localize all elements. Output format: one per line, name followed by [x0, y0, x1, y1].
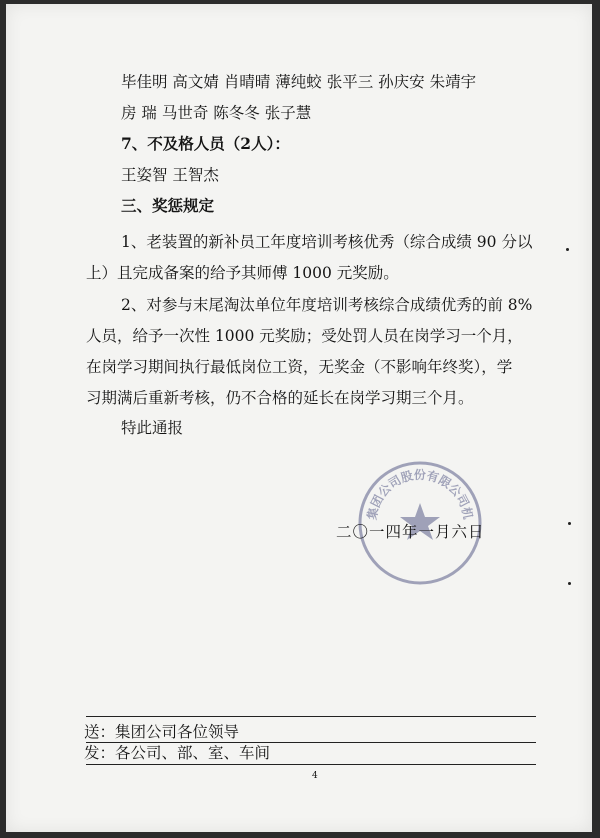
unqualified-heading: 7、不及格人员（2人）：: [121, 134, 290, 153]
footer-rule-top: [86, 716, 536, 717]
rule1-line1: 1、老装置的新补员工年度培训考核优秀（综合成绩 90 分以: [121, 233, 533, 251]
rule2-line3: 在岗学习期间执行最低岗位工资，无奖金（不影响年终奖），学: [86, 358, 513, 376]
scan-speck: [568, 582, 571, 585]
unqualified-names: 王姿智 王智杰: [121, 166, 219, 184]
section-heading: 三、奖惩规定: [121, 196, 215, 215]
rule2-line2: 人员，给予一次性 1000 元奖励；受处罚人员在岗学习一个月，: [86, 327, 523, 345]
footer-to-line: 送：集团公司各位领导: [84, 723, 240, 741]
names-line-1: 毕佳明 高文婧 肖晴晴 薄纯蛟 张平三 孙庆安 朱靖宇: [121, 73, 477, 91]
seal-text: 集团公司股份有限公司机: [364, 467, 476, 521]
names-line-2: 房 瑞 马世奇 陈冬冬 张子慧: [121, 104, 312, 122]
closing-text: 特此通报: [121, 419, 184, 437]
rule1-line2: 上）且完成备案的给予其师傅 1000 元奖励。: [86, 264, 399, 282]
svg-text:集团公司股份有限公司机关化工有限公司: [356, 459, 476, 521]
issue-date: 二〇一四年一月六日: [336, 523, 485, 541]
rule2-line4: 习期满后重新考核，仍不合格的延长在岗学习期三个月。: [86, 389, 474, 407]
footer-cc-line: 发：各公司、部、室、车间: [84, 744, 271, 762]
scan-speck: [568, 522, 571, 525]
scan-speck: [566, 248, 569, 251]
document-page: [6, 4, 592, 832]
rule2-line1: 2、对参与末尾淘汰单位年度培训考核综合成绩优秀的前 8%: [121, 296, 533, 314]
footer-rule-bottom: [86, 764, 536, 765]
page-number: 4: [312, 771, 318, 781]
